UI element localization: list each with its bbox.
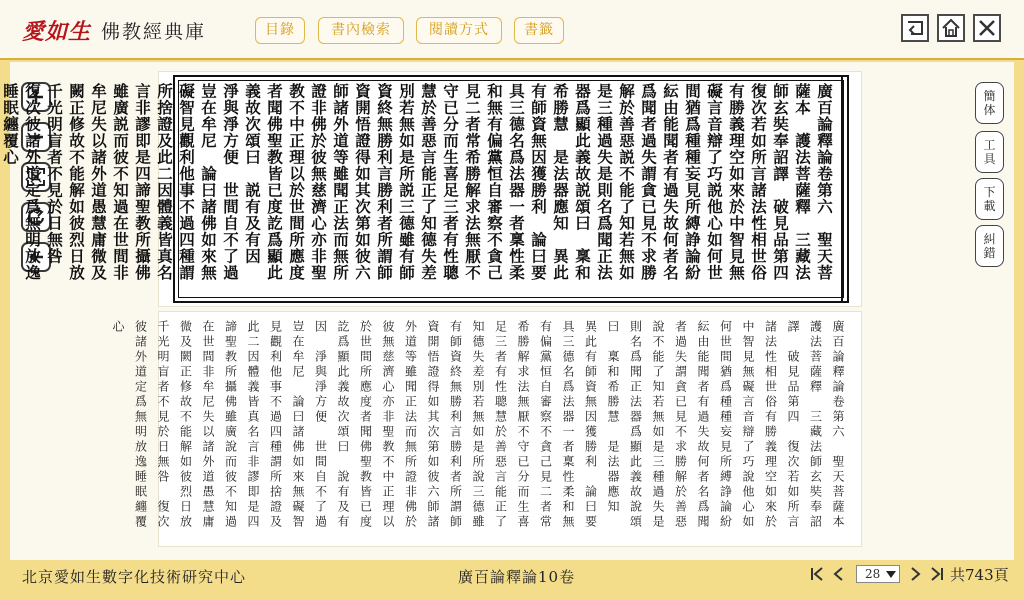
close-icon[interactable] [973,14,1001,42]
nav-search-button[interactable]: 書內檢索 [318,17,404,44]
header-bar [0,0,1024,60]
library-title: 佛教經典庫 [101,20,207,43]
page-border [1,75,849,303]
chevron-down-icon [886,571,896,578]
page-number-select[interactable]: 28 [856,565,900,583]
logo-mark: 愛如生 [22,18,92,45]
logo [22,14,206,46]
tools-button[interactable]: 工 具 [975,131,1004,173]
last-page-icon[interactable] [928,565,946,583]
download-button[interactable]: 下 載 [975,178,1004,220]
scanned-text: 廣百論釋論卷第六 聖天菩薩本 護法菩薩釋 三藏法師玄奘奉詔譯 破見品第四 復次若如所言諸法性相世俗有勝義理空如來於中智見無礙言音辯了巧説他心如何世間猶爲種種妄見所縛諍論紛紜由能聞者有過失故何者名爲聞者過失謂貪已見不求勝解於善惡説不能了知若無如是三種過失是則名爲聞正法器爲顯此義故説頌曰 稟和希勝慧 是法器應知 異此有師資無因獲勝利 論曰要具三德名爲法器一者稟性柔和無有偏黨恒自審察不貪己見二者常希勝解求法無厭不守已分而生喜足三者有性聰慧於善惡言能正了知德失差別若無如是所説三德雖有師資終無勝利言勝利者所謂師資開悟證得如其次第如彼六師諸外道等雖聞正法而無所證非佛於彼無慈濟心亦非聖教不中正理以於世間所應度者聞佛聖教皆已度訖爲顯此義故次頌曰 説有及有因 淨與淨方便 世間自不了過豈在牟尼 論曰諸佛如來無礙智見觀利他事不過四種謂所捨證及此二因體義皆真名言非謬即是四諦聖教所攝佛雖廣説而彼不知過在世間非牟尼失以諸外道愚慧庸微及闕正修故不能解如彼烈日放千光明盲者不見於日無咎 復次彼諸外道定爲無明放逸睡眠纏覆心 [1,83,834,298]
next-page-icon[interactable] [907,565,925,583]
first-page-icon[interactable] [808,565,826,583]
book-title: 廣百論釋論10卷 [458,568,576,586]
simplified-chinese-button[interactable]: 簡 体 [975,82,1004,124]
page-margin-column [841,77,863,301]
home-icon[interactable] [937,14,965,42]
total-pages: 共743頁 [950,566,1009,584]
previous-page-icon[interactable] [829,565,847,583]
nav-bookmark-button[interactable]: 書籤 [514,17,564,44]
footer-bar [0,560,1024,600]
reader-area [1,62,1014,560]
organization-name: 北京愛如生數字化技術研究中心 [22,568,247,586]
nav-contents-button[interactable]: 目錄 [255,17,305,44]
nav-reading-mode-button[interactable]: 閱讀方式 [416,17,502,44]
return-icon[interactable] [901,14,929,42]
transcribed-page [111,311,862,547]
scanned-page-image [1,71,862,307]
report-error-button[interactable]: 糾 錯 [975,225,1004,267]
transcribed-text: 廣百論釋論卷第六 聖天菩薩本 護法菩薩釋 三藏法師玄奘奉詔譯 破見品第四 復次若如所言諸法性相世俗有勝義理空如來於中智見無礙言音辯了巧說他心如何世間猶爲種種妄見所縛諍論紛紜由能聞者有過失故何者名爲聞者過失謂貪已見不求勝解於善惡說不能了知若無如是三種過失是則名爲聞正法器爲顯此義故說頌曰 稟和希勝慧 是法器應知 異此有師資無因獲勝利 論曰要具三德名爲法器一者稟性柔和無有偏黨恒自審察不貪己見二者常希勝解求法無厭不守已分而生喜足三者有性聰慧於善惡言能正了知德失差別若無如是所說三德雖有師資終無勝利言勝利者所謂師資開悟證得如其次第如彼六師諸外道等雖聞正法而無所證非佛於彼無慈濟心亦非聖教不中正理以於世間所應度者聞佛聖教皆已度訖爲顯此義故次頌曰 說有及有因 淨與淨方便 世間自不了過豈在牟尼 論曰諸佛如來無礙智見觀利他事不過四種謂所捨證及此二因體義皆真名言非謬即是四諦聖教所攝佛雖廣說而彼不知過在世間非牟尼失以諸外道愚慧庸微及闕正修故不能解如彼烈日放千光明盲者不見於日無咎 復次彼諸外道定爲無明放逸睡眠纏覆心 [111,320,845,545]
